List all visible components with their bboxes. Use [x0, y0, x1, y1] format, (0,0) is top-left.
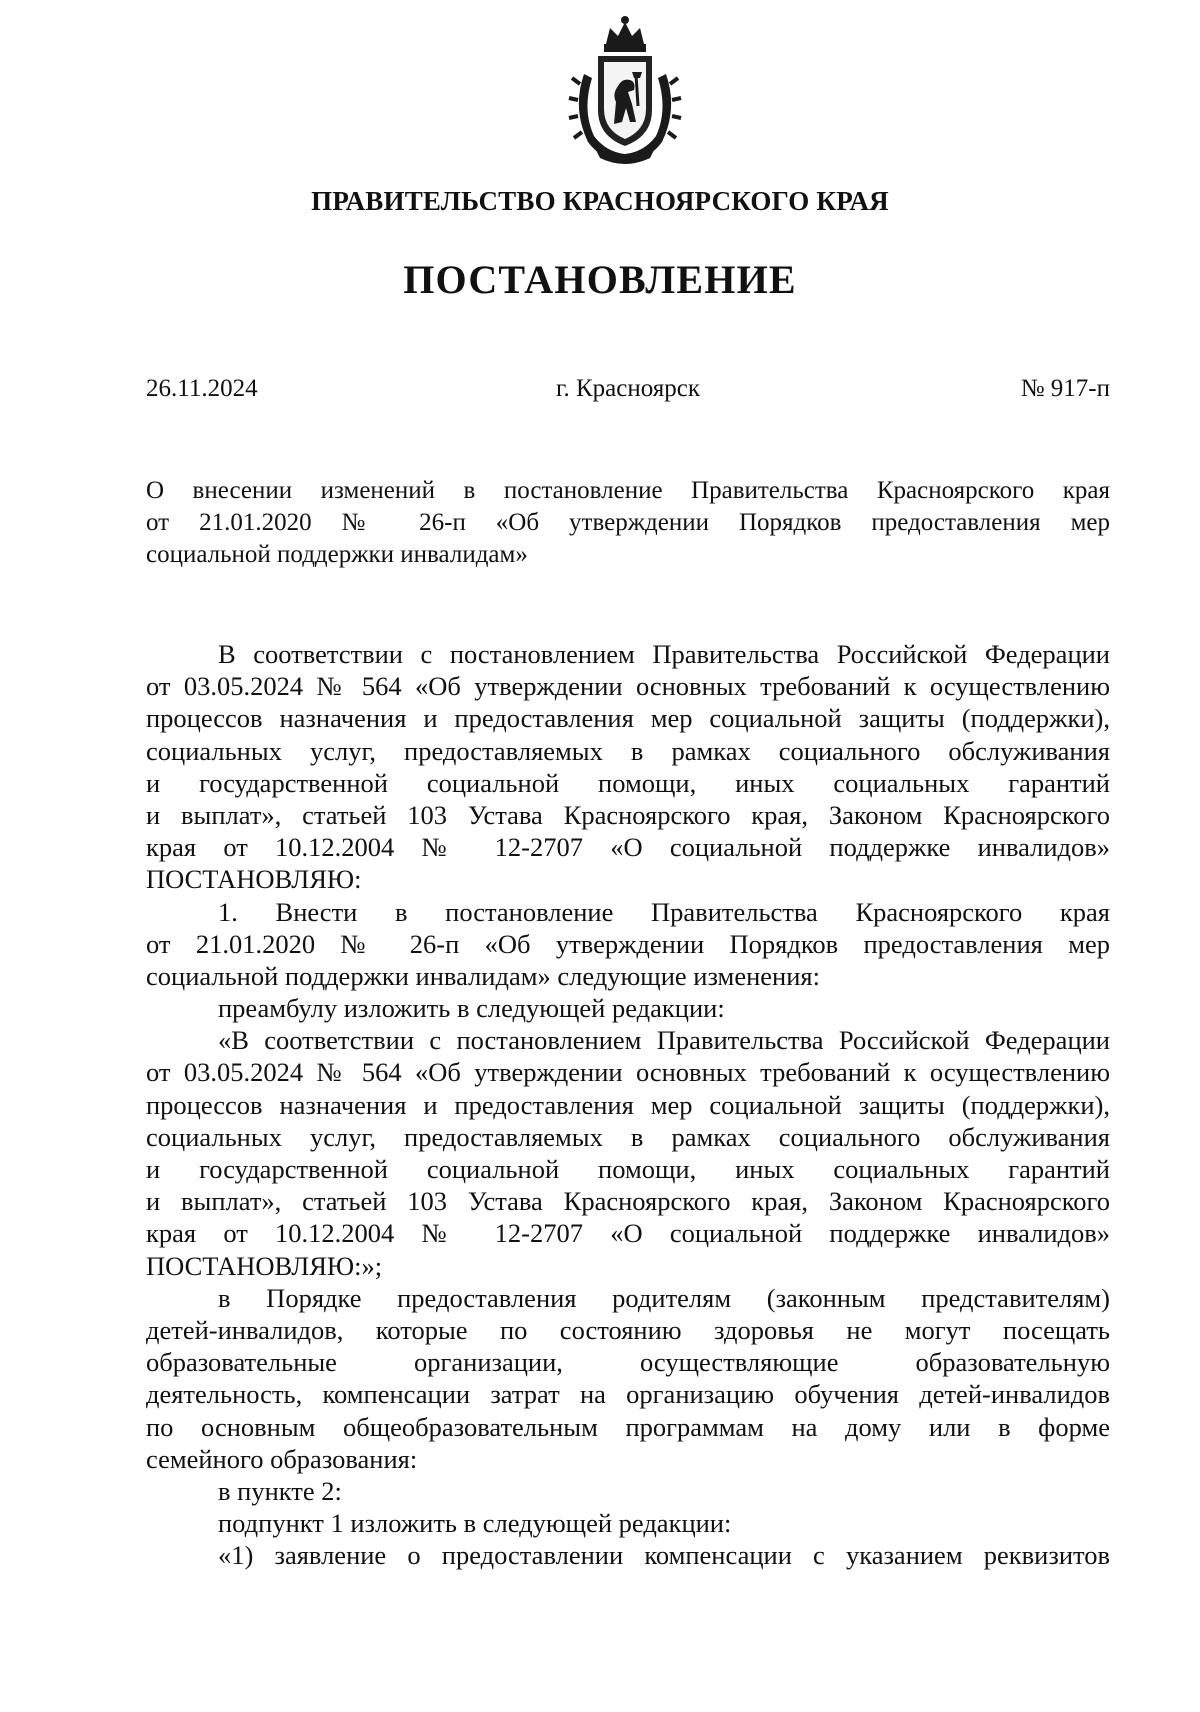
organization-name: ПРАВИТЕЛЬСТВО КРАСНОЯРСКОГО КРАЯ [311, 186, 889, 216]
body-line: ПОСТАНОВЛЯЮ: [146, 864, 362, 895]
body-line: образовательные организации, осуществляющие образовательную [146, 1347, 1110, 1378]
body-line: детей-инвалидов, которые по состоянию здоровья не могут посещать [146, 1314, 1110, 1345]
title-line: социальной поддержки инвалидам» [146, 541, 528, 568]
body-line: и выплат», статьей 103 Устава Красноярского края, Законом Красноярского [146, 799, 1110, 830]
body-line: от 21.01.2020 № 26-п «Об утверждении Порядков предоставления мер [146, 928, 1110, 959]
body-line: семейного образования: [146, 1443, 418, 1474]
body-line: социальных услуг, предоставляемых в рамках социального обслуживания [146, 1121, 1110, 1152]
body-line: 1. Внести в постановление Правительства Красноярского края [218, 896, 1110, 927]
body-line: по основным общеобразовательным программам на дому или в форме [146, 1411, 1110, 1442]
document-city: г. Красноярск [556, 375, 700, 402]
body-line: деятельность, компенсации затрат на организацию обучения детей-инвалидов [146, 1379, 1110, 1410]
document-date: 26.11.2024 [146, 375, 258, 402]
body-line: процессов назначения и предоставления мер социальной защиты (поддержки), [146, 1089, 1110, 1120]
title-line: О внесении изменений в постановление Правительства Красноярского края [146, 477, 1110, 504]
document-title [146, 475, 1110, 571]
body-line: ПОСТАНОВЛЯЮ:»; [146, 1250, 383, 1281]
title-line: от 21.01.2020 № 26-п «Об утверждении Порядков предоставления мер [146, 509, 1110, 536]
document-number: № 917-п [1020, 375, 1110, 402]
document-type-heading: ПОСТАНОВЛЕНИЕ [403, 257, 797, 302]
body-line: и государственной социальной помощи, иных социальных гарантий [146, 1154, 1110, 1184]
document-body [146, 638, 1110, 1571]
coat-of-arms-icon [566, 14, 684, 164]
body-line: процессов назначения и предоставления мер социальной защиты (поддержки), [146, 703, 1110, 734]
body-line: подпункт 1 изложить в следующей редакции: [218, 1508, 732, 1539]
body-line: от 03.05.2024 № 564 «Об утверждении основных требований к осуществлению [146, 671, 1110, 702]
body-line: в Порядке предоставления родителям (законным представителям) [218, 1282, 1110, 1313]
body-line: края от 10.12.2004 № 12-2707 «О социальной поддержке инвалидов» [146, 832, 1110, 863]
body-line: в пункте 2: [218, 1475, 342, 1506]
body-line: и государственной социальной помощи, иных социальных гарантий [146, 767, 1110, 798]
body-line: «1) заявление о предоставлении компенсации с указанием реквизитов [218, 1540, 1110, 1571]
body-line: В соответствии с постановлением Правительства Российской Федерации [218, 639, 1110, 669]
body-line: и выплат», статьей 103 Устава Красноярского края, Законом Красноярского [146, 1186, 1110, 1217]
body-line: социальных услуг, предоставляемых в рамках социального обслуживания [146, 735, 1110, 766]
body-line: социальной поддержки инвалидам» следующие изменения: [146, 960, 820, 991]
body-line: края от 10.12.2004 № 12-2707 «О социальной поддержке инвалидов» [146, 1218, 1110, 1249]
body-line: от 03.05.2024 № 564 «Об утверждении основных требований к осуществлению [146, 1057, 1110, 1088]
body-line: «В соответствии с постановлением Правительства Российской Федерации [218, 1025, 1110, 1056]
body-line: преамбулу изложить в следующей редакции: [218, 993, 725, 1024]
